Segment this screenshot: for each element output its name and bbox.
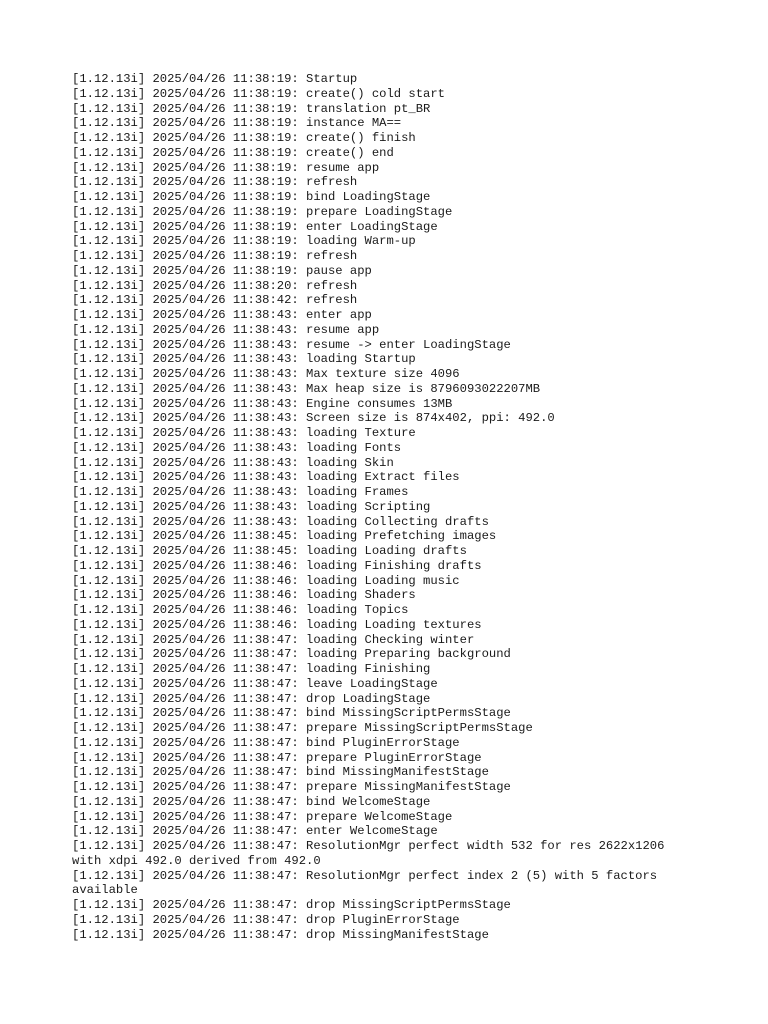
log-line: [1.12.13i] 2025/04/26 11:38:47: drop PluginErrorStage (72, 912, 460, 927)
log-line: [1.12.13i] 2025/04/26 11:38:43: resume app (72, 322, 380, 337)
log-line: [1.12.13i] 2025/04/26 11:38:47: leave LoadingStage (72, 676, 438, 691)
log-line: [1.12.13i] 2025/04/26 11:38:43: loading Frames (72, 485, 409, 499)
log-line: [1.12.13i] 2025/04/26 11:38:43: loading Skin (72, 455, 394, 470)
log-line: [1.12.13i] 2025/04/26 11:38:47: ResolutionMgr perfect width 532 for res 2622x1206 with xdpi 492.0 derived from 492.0 (72, 839, 672, 868)
log-line: [1.12.13i] 2025/04/26 11:38:47: ResolutionMgr perfect index 2 (5) with 5 factors available (72, 868, 665, 898)
log-line: [1.12.13i] 2025/04/26 11:38:19: prepare LoadingStage (72, 204, 453, 219)
log-line: [1.12.13i] 2025/04/26 11:38:45: loading Prefetching images (72, 529, 497, 544)
log-line: [1.12.13i] 2025/04/26 11:38:19: translation pt_BR (72, 101, 431, 116)
log-line: [1.12.13i] 2025/04/26 11:38:19: Startup (72, 72, 358, 86)
log-line: [1.12.13i] 2025/04/26 11:38:19: create() finish (72, 131, 416, 145)
log-line: [1.12.13i] 2025/04/26 11:38:47: drop MissingManifestStage (72, 927, 489, 942)
log-line: [1.12.13i] 2025/04/26 11:38:43: Max heap size is 8796093022207MB (72, 381, 541, 396)
log-line: [1.12.13i] 2025/04/26 11:38:43: Engine consumes 13MB (72, 396, 453, 411)
log-line: [1.12.13i] 2025/04/26 11:38:47: loading Checking winter (72, 632, 475, 647)
log-line: [1.12.13i] 2025/04/26 11:38:43: loading Collecting drafts (72, 514, 489, 529)
log-line: [1.12.13i] 2025/04/26 11:38:19: create() cold start (72, 86, 445, 101)
log-line: [1.12.13i] 2025/04/26 11:38:19: refresh (72, 175, 358, 190)
log-line: [1.12.13i] 2025/04/26 11:38:47: bind MissingManifestStage (72, 765, 489, 780)
log-line: [1.12.13i] 2025/04/26 11:38:43: loading Fonts (72, 440, 402, 455)
log-line: [1.12.13i] 2025/04/26 11:38:47: enter WelcomeStage (72, 824, 438, 839)
log-line: [1.12.13i] 2025/04/26 11:38:43: loading Texture (72, 426, 416, 440)
log-line: [1.12.13i] 2025/04/26 11:38:19: loading Warm-up (72, 234, 416, 249)
log-line: [1.12.13i] 2025/04/26 11:38:47: prepare MissingManifestStage (72, 780, 511, 794)
log-line: [1.12.13i] 2025/04/26 11:38:42: refresh (72, 293, 358, 308)
log-line: [1.12.13i] 2025/04/26 11:38:47: drop MissingScriptPermsStage (72, 898, 511, 912)
log-line: [1.12.13i] 2025/04/26 11:38:47: prepare MissingScriptPermsStage (72, 721, 533, 735)
log-line: [1.12.13i] 2025/04/26 11:38:19: enter LoadingStage (72, 219, 438, 234)
log-line: [1.12.13i] 2025/04/26 11:38:43: loading Scripting (72, 499, 431, 514)
log-line: [1.12.13i] 2025/04/26 11:38:46: loading Finishing drafts (72, 558, 482, 573)
log-line: [1.12.13i] 2025/04/26 11:38:19: pause app (72, 263, 372, 278)
log-line: [1.12.13i] 2025/04/26 11:38:19: create() end (72, 145, 394, 160)
log-line: [1.12.13i] 2025/04/26 11:38:19: bind LoadingStage (72, 190, 431, 204)
log-line: [1.12.13i] 2025/04/26 11:38:47: drop LoadingStage (72, 691, 431, 706)
log-line: [1.12.13i] 2025/04/26 11:38:45: loading Loading drafts (72, 544, 467, 558)
log-line: [1.12.13i] 2025/04/26 11:38:46: loading Loading music (72, 573, 460, 588)
log-line: [1.12.13i] 2025/04/26 11:38:20: refresh (72, 278, 358, 293)
log-line: [1.12.13i] 2025/04/26 11:38:46: loading Topics (72, 603, 409, 617)
log-line: [1.12.13i] 2025/04/26 11:38:47: bind WelcomeStage (72, 794, 431, 809)
log-line: [1.12.13i] 2025/04/26 11:38:19: instance MA== (72, 116, 402, 131)
log-line: [1.12.13i] 2025/04/26 11:38:47: bind PluginErrorStage (72, 735, 460, 750)
log-line: [1.12.13i] 2025/04/26 11:38:47: loading Preparing background (72, 647, 511, 662)
log-line: [1.12.13i] 2025/04/26 11:38:47: prepare PluginErrorStage (72, 750, 482, 765)
log-line: [1.12.13i] 2025/04/26 11:38:47: bind MissingScriptPermsStage (72, 706, 511, 721)
log-line: [1.12.13i] 2025/04/26 11:38:47: loading Finishing (72, 662, 431, 676)
log-line: [1.12.13i] 2025/04/26 11:38:43: enter app (72, 308, 372, 322)
log-line: [1.12.13i] 2025/04/26 11:38:19: refresh (72, 249, 358, 263)
log-line: [1.12.13i] 2025/04/26 11:38:19: resume app (72, 160, 380, 175)
log-line: [1.12.13i] 2025/04/26 11:38:46: loading Shaders (72, 588, 416, 603)
log-line: [1.12.13i] 2025/04/26 11:38:43: loading Startup (72, 352, 416, 367)
log-line: [1.12.13i] 2025/04/26 11:38:43: loading Extract files (72, 470, 460, 485)
log-line: [1.12.13i] 2025/04/26 11:38:46: loading Loading textures (72, 617, 482, 632)
log-output (72, 72, 692, 942)
log-line: [1.12.13i] 2025/04/26 11:38:43: Screen size is 874x402, ppi: 492.0 (72, 411, 555, 426)
log-line: [1.12.13i] 2025/04/26 11:38:47: prepare WelcomeStage (72, 809, 453, 824)
log-line: [1.12.13i] 2025/04/26 11:38:43: resume -> enter LoadingStage (72, 337, 511, 352)
log-line: [1.12.13i] 2025/04/26 11:38:43: Max texture size 4096 (72, 367, 460, 381)
